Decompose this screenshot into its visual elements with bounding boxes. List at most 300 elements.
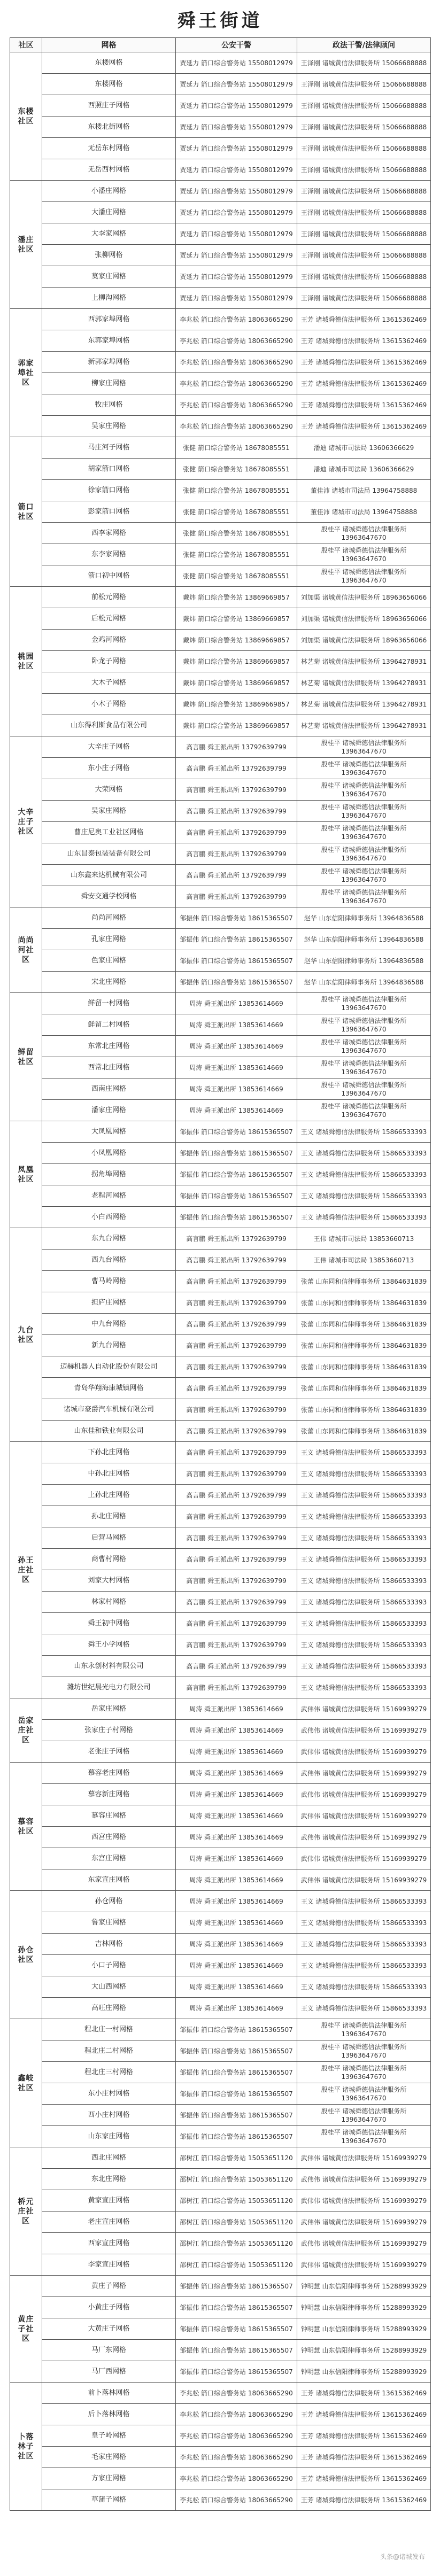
- community-cell: 鑫岐 社区: [10, 2019, 42, 2147]
- legal-cell: 殷桂平 诸城舜德信法律服务所 13963647670: [297, 801, 431, 822]
- legal-cell: 王泽刚 诸城黄信法律服务所 15066688888: [297, 74, 431, 95]
- legal-cell: 殷桂平 诸城舜德信法律服务所 13963647670: [297, 1078, 431, 1100]
- police-cell: 李兆松 箭口综合警务站 18063665290: [176, 330, 297, 352]
- community-cell: 潘庄 社区: [10, 181, 42, 309]
- grid-cell: 张柳网格: [42, 245, 176, 266]
- legal-cell: 赵华 山东信阳律师事务所 13964836588: [297, 907, 431, 929]
- grid-cell: 鲜留二村网格: [42, 1014, 176, 1036]
- legal-cell: 殷桂平 诸城舜德信法律服务所 13963647670: [297, 886, 431, 907]
- table-row: [10, 1763, 431, 1784]
- police-cell: 周涛 舜王派出所 13853614669: [176, 1934, 297, 1955]
- police-cell: 周涛 舜王派出所 13853614669: [176, 1784, 297, 1805]
- table-row: [10, 1934, 431, 1955]
- grid-cell: 山东永创材料有限公司: [42, 1656, 176, 1677]
- grid-cell: 东郭家埠网格: [42, 330, 176, 352]
- legal-cell: 董佳沛 诸城市司法局 13964758888: [297, 480, 431, 501]
- police-cell: 张健 箭口综合警务站 18678085551: [176, 501, 297, 523]
- grid-cell: 黄庄子网格: [42, 2276, 176, 2297]
- legal-cell: 张蕾 山东同和信律师事务所 13864631839: [297, 1335, 431, 1356]
- police-cell: 李兆松 箭口综合警务站 18063665290: [176, 416, 297, 437]
- header-grid: 网格: [42, 38, 176, 52]
- grid-cell: 东家宣庄网格: [42, 1869, 176, 1891]
- grid-cell: 东小庄子网格: [42, 758, 176, 779]
- legal-cell: 王义 诸城舜德信法律服务所 15866533393: [297, 1506, 431, 1527]
- legal-cell: 赵华 山东信阳律师事务所 13964836588: [297, 950, 431, 972]
- grid-cell: 下孙北庄网格: [42, 1442, 176, 1463]
- table-row: [10, 2169, 431, 2190]
- police-cell: 高言鹏 舜王派出所 13792639799: [176, 736, 297, 758]
- grid-cell: 宋北庄网格: [42, 972, 176, 993]
- legal-cell: 王义 诸城舜德信法律服务所 15866533393: [297, 1934, 431, 1955]
- community-cell: 岳家 庄社 区: [10, 1698, 42, 1763]
- police-cell: 李兆松 箭口综合警务站 18063665290: [176, 2383, 297, 2404]
- police-cell: 戴炜 箭口综合警务站 13869669857: [176, 630, 297, 651]
- grid-cell: 程北庄二村网格: [42, 2040, 176, 2062]
- table-row: [10, 1057, 431, 1078]
- police-cell: 邹振伟 箭口综合警务站 18615365507: [176, 2297, 297, 2318]
- police-cell: 贾延力 箭口综合警务站 15508012979: [176, 138, 297, 159]
- community-cell: 凤凰 社区: [10, 1121, 42, 1228]
- table-row: [10, 288, 431, 309]
- police-cell: 邹振伟 箭口综合警务站 18615365507: [176, 2062, 297, 2083]
- police-cell: 周涛 舜王派出所 13853614669: [176, 1912, 297, 1934]
- police-cell: 贾延力 箭口综合警务站 15508012979: [176, 245, 297, 266]
- legal-cell: 王泽刚 诸城黄信法律服务所 15066688888: [297, 202, 431, 223]
- legal-cell: 王芳 诸城舜德信法律服务所 13615362469: [297, 330, 431, 352]
- grid-cell: 大黄庄子网格: [42, 2318, 176, 2340]
- table-row: [10, 1121, 431, 1143]
- community-cell: 孙王 庄社 区: [10, 1442, 42, 1698]
- police-cell: 周涛 舜王派出所 13853614669: [176, 993, 297, 1014]
- police-cell: 戴炜 箭口综合警务站 13869669857: [176, 651, 297, 672]
- police-cell: 贾延力 箭口综合警务站 15508012979: [176, 74, 297, 95]
- legal-cell: 王泽刚 诸城黄信法律服务所 15066688888: [297, 181, 431, 202]
- table-row: [10, 2212, 431, 2233]
- table-row: [10, 117, 431, 138]
- police-cell: 周涛 舜王派出所 13853614669: [176, 1698, 297, 1720]
- grid-cell: 东楼北街网格: [42, 117, 176, 138]
- legal-cell: 王义 诸城舜德信法律服务所 15866533393: [297, 1891, 431, 1912]
- legal-cell: 殷桂平 诸城舜德信法律服务所 13963647670: [297, 544, 431, 565]
- grid-cell: 吴家庄网格: [42, 416, 176, 437]
- grid-cell: 中九台网格: [42, 1314, 176, 1335]
- legal-cell: 武伟伟 诸城黄信法律服务所 15169939279: [297, 1720, 431, 1741]
- table-row: [10, 2254, 431, 2276]
- legal-cell: 钟明慧 山东信阳律师事务所 15288993929: [297, 2297, 431, 2318]
- police-cell: 周涛 舜王派出所 13853614669: [176, 1720, 297, 1741]
- watermark: 头条@诸城发布: [380, 2553, 425, 2561]
- table-row: [10, 907, 431, 929]
- table-row: [10, 1784, 431, 1805]
- legal-cell: 殷桂平 诸城舜德信法律服务所 13963647670: [297, 865, 431, 886]
- police-cell: 邵树江 箭口综合警务站 15053651120: [176, 2190, 297, 2212]
- table-row: [10, 672, 431, 694]
- police-cell: 高言鹏 舜王派出所 13792639799: [176, 1356, 297, 1378]
- police-cell: 邹振伟 箭口综合警务站 18615365507: [176, 1143, 297, 1164]
- grid-cell: 上柳沟网格: [42, 288, 176, 309]
- police-cell: 李兆松 箭口综合警务站 18063665290: [176, 2468, 297, 2489]
- grid-cell: 胡家箭口网格: [42, 459, 176, 480]
- police-cell: 周涛 舜王派出所 13853614669: [176, 1014, 297, 1036]
- grid-cell: 西李家网格: [42, 523, 176, 544]
- grid-cell: 方家庄网格: [42, 2468, 176, 2489]
- legal-cell: 钟明慧 山东信阳律师事务所 15288993929: [297, 2276, 431, 2297]
- grid-cell: 老张庄子网格: [42, 1741, 176, 1763]
- grid-cell: 吉林网格: [42, 1934, 176, 1955]
- table-row: [10, 2276, 431, 2297]
- grid-cell: 程北庄三村网格: [42, 2062, 176, 2083]
- table-row: [10, 52, 431, 74]
- police-cell: 李兆松 箭口综合警务站 18063665290: [176, 2425, 297, 2447]
- grid-cell: 东北庄网格: [42, 2169, 176, 2190]
- legal-cell: 武伟伟 诸城黄信法律服务所 15169939279: [297, 1784, 431, 1805]
- legal-cell: 武伟伟 诸城黄信法律服务所 15169939279: [297, 2212, 431, 2233]
- legal-cell: 王义 诸城舜德信法律服务所 15866533393: [297, 1442, 431, 1463]
- grid-cell: 东李家网格: [42, 544, 176, 565]
- legal-cell: 王义 诸城舜德信法律服务所 15866533393: [297, 1121, 431, 1143]
- community-cell: 箭口 社区: [10, 437, 42, 587]
- table-row: [10, 993, 431, 1014]
- legal-cell: 殷桂平 诸城舜德信法律服务所 13963647670: [297, 1100, 431, 1121]
- police-cell: 邵树江 箭口综合警务站 15053651120: [176, 2233, 297, 2254]
- table-row: [10, 1463, 431, 1485]
- table-row: [10, 2468, 431, 2489]
- police-cell: 高言鹏 舜王派出所 13792639799: [176, 822, 297, 843]
- table-row: [10, 2489, 431, 2511]
- police-cell: 周涛 舜王派出所 13853614669: [176, 1827, 297, 1848]
- table-row: [10, 1014, 431, 1036]
- grid-cell: 后松元网格: [42, 608, 176, 630]
- police-cell: 高言鹏 舜王派出所 13792639799: [176, 1399, 297, 1421]
- table-row: [10, 1527, 431, 1549]
- grid-cell: 岳家庄网格: [42, 1698, 176, 1720]
- police-cell: 贾延力 箭口综合警务站 15508012979: [176, 95, 297, 117]
- table-row: [10, 694, 431, 715]
- table-row: [10, 1912, 431, 1934]
- grid-cell: 东宫庄网格: [42, 1848, 176, 1869]
- grid-cell: 西照庄子网格: [42, 95, 176, 117]
- table-row: [10, 2233, 431, 2254]
- legal-cell: 殷桂平 诸城舜德信法律服务所 13963647670: [297, 779, 431, 801]
- legal-cell: 王义 诸城舜德信法律服务所 15866533393: [297, 1164, 431, 1185]
- table-header-row: [10, 38, 431, 52]
- grid-cell: 山东鑫来达机械有限公司: [42, 865, 176, 886]
- table-row: [10, 1592, 431, 1613]
- table-row: [10, 1378, 431, 1399]
- table-row: [10, 950, 431, 972]
- legal-cell: 武伟伟 诸城黄信法律服务所 15169939279: [297, 2254, 431, 2276]
- grid-cell: 山东家庄网格: [42, 2126, 176, 2147]
- police-cell: 周涛 舜王派出所 13853614669: [176, 1955, 297, 1976]
- legal-cell: 武伟伟 诸城黄信法律服务所 15169939279: [297, 1698, 431, 1720]
- police-cell: 高言鹏 舜王派出所 13792639799: [176, 1335, 297, 1356]
- legal-cell: 张蕾 山东同和信律师事务所 13864631839: [297, 1421, 431, 1442]
- table-row: [10, 1805, 431, 1827]
- table-row: [10, 2425, 431, 2447]
- table-row: [10, 330, 431, 352]
- table-row: [10, 2447, 431, 2468]
- grid-cell: 前卜落林网格: [42, 2383, 176, 2404]
- grid-cell: 张家庄子村网格: [42, 1720, 176, 1741]
- police-cell: 邹振伟 箭口综合警务站 18615365507: [176, 2040, 297, 2062]
- legal-cell: 张蕾 山东同和信律师事务所 13864631839: [297, 1378, 431, 1399]
- legal-cell: 王泽刚 诸城黄信法律服务所 15066688888: [297, 117, 431, 138]
- police-cell: 高言鹏 舜王派出所 13792639799: [176, 865, 297, 886]
- legal-cell: 钟明慧 山东信阳律师事务所 15288993929: [297, 2318, 431, 2340]
- table-row: [10, 523, 431, 544]
- legal-cell: 张蕾 山东同和信律师事务所 13864631839: [297, 1399, 431, 1421]
- legal-cell: 王芳 诸城舜德信法律服务所 13615362469: [297, 2468, 431, 2489]
- legal-cell: 王芳 诸城舜德信法律服务所 13615362469: [297, 309, 431, 330]
- table-row: [10, 223, 431, 245]
- legal-cell: 张蕾 山东同和信律师事务所 13864631839: [297, 1271, 431, 1292]
- legal-cell: 王义 诸城舜德信法律服务所 15866533393: [297, 1998, 431, 2019]
- police-cell: 邹振伟 箭口综合警务站 18615365507: [176, 1164, 297, 1185]
- legal-cell: 张蕾 山东同和信律师事务所 13864631839: [297, 1356, 431, 1378]
- police-cell: 高言鹏 舜王派出所 13792639799: [176, 1549, 297, 1570]
- police-cell: 李兆松 箭口综合警务站 18063665290: [176, 2489, 297, 2511]
- police-cell: 周涛 舜王派出所 13853614669: [176, 1100, 297, 1121]
- grid-cell: 小口子网格: [42, 1955, 176, 1976]
- grid-cell: 后营马网格: [42, 1527, 176, 1549]
- page-title: 舜王街道: [177, 10, 263, 32]
- table-row: [10, 651, 431, 672]
- table-body: [10, 52, 431, 2511]
- legal-cell: 林艺菊 诸城黄信法律服务所 13964278931: [297, 694, 431, 715]
- table-row: [10, 309, 431, 330]
- police-cell: 邹振伟 箭口综合警务站 18615365507: [176, 2340, 297, 2361]
- grid-cell: 拐角埠网格: [42, 1164, 176, 1185]
- table-row: [10, 1698, 431, 1720]
- grid-cell: 小白西网格: [42, 1207, 176, 1228]
- police-cell: 高言鹏 舜王派出所 13792639799: [176, 1292, 297, 1314]
- police-cell: 贾延力 箭口综合警务站 15508012979: [176, 266, 297, 288]
- police-cell: 邵树江 箭口综合警务站 15053651120: [176, 2254, 297, 2276]
- table-row: [10, 1827, 431, 1848]
- legal-cell: 殷桂平 诸城舜德信法律服务所 13963647670: [297, 758, 431, 779]
- grid-cell: 老程河网格: [42, 1185, 176, 1207]
- legal-cell: 王芳 诸城舜德信法律服务所 13615362469: [297, 2404, 431, 2425]
- grid-cell: 舜王小学网格: [42, 1634, 176, 1656]
- grid-cell: 上孙北庄网格: [42, 1485, 176, 1506]
- grid-cell: 西郭家埠网格: [42, 309, 176, 330]
- grid-cell: 李家宣庄网格: [42, 2254, 176, 2276]
- grid-cell: 林家村网格: [42, 1592, 176, 1613]
- police-cell: 周涛 舜王派出所 13853614669: [176, 1805, 297, 1827]
- table-row: [10, 1869, 431, 1891]
- legal-cell: 林艺菊 诸城黄信法律服务所 13964278931: [297, 651, 431, 672]
- legal-cell: 王义 诸城舜德信法律服务所 15866533393: [297, 1207, 431, 1228]
- legal-cell: 王芳 诸城舜德信法律服务所 13615362469: [297, 2489, 431, 2511]
- table-row: [10, 159, 431, 181]
- legal-cell: 殷桂平 诸城舜德信法律服务所 13963647670: [297, 736, 431, 758]
- grid-cell: 曹马岭网格: [42, 1271, 176, 1292]
- grid-cell: 后卜落林网格: [42, 2404, 176, 2425]
- legal-cell: 王义 诸城舜德信法律服务所 15866533393: [297, 1143, 431, 1164]
- grid-cell: 山东得利斯食品有限公司: [42, 715, 176, 736]
- table-row: [10, 2318, 431, 2340]
- legal-cell: 王义 诸城舜德信法律服务所 15866533393: [297, 1592, 431, 1613]
- police-cell: 李兆松 箭口综合警务站 18063665290: [176, 309, 297, 330]
- police-cell: 贾延力 箭口综合警务站 15508012979: [176, 117, 297, 138]
- table-row: [10, 2383, 431, 2404]
- grid-cell: 老庄宣庄网格: [42, 2212, 176, 2233]
- grid-cell: 中孙北庄网格: [42, 1463, 176, 1485]
- grid-cell: 舜安交通学校网格: [42, 886, 176, 907]
- table-row: [10, 1656, 431, 1677]
- grid-cell: 小木子网格: [42, 694, 176, 715]
- police-cell: 周涛 舜王派出所 13853614669: [176, 1976, 297, 1998]
- legal-cell: 殷桂平 诸城舜德信法律服务所 13963647670: [297, 1057, 431, 1078]
- police-cell: 邹振伟 箭口综合警务站 18615365507: [176, 950, 297, 972]
- police-cell: 贾延力 箭口综合警务站 15508012979: [176, 52, 297, 74]
- table-row: [10, 2404, 431, 2425]
- legal-cell: 殷桂平 诸城舜德信法律服务所 13963647670: [297, 822, 431, 843]
- grid-cell: 山东佳和铁业有限公司: [42, 1421, 176, 1442]
- table-row: [10, 2105, 431, 2126]
- table-row: [10, 1314, 431, 1335]
- police-cell: 贾延力 箭口综合警务站 15508012979: [176, 181, 297, 202]
- police-cell: 高言鹏 舜王派出所 13792639799: [176, 886, 297, 907]
- table-row: [10, 266, 431, 288]
- police-cell: 张健 箭口综合警务站 18678085551: [176, 459, 297, 480]
- grid-cell: 慕容庄网格: [42, 1805, 176, 1827]
- legal-cell: 王义 诸城舜德信法律服务所 15866533393: [297, 1549, 431, 1570]
- table-row: [10, 2062, 431, 2083]
- police-cell: 高言鹏 舜王派出所 13792639799: [176, 1463, 297, 1485]
- police-cell: 戴炜 箭口综合警务站 13869669857: [176, 608, 297, 630]
- grid-cell: 金鸡河网格: [42, 630, 176, 651]
- table-row: [10, 2126, 431, 2147]
- table-row: [10, 2019, 431, 2040]
- grid-cell: 西九台网格: [42, 1250, 176, 1271]
- grid-cell: 大荣网格: [42, 779, 176, 801]
- police-cell: 邹振伟 箭口综合警务站 18615365507: [176, 929, 297, 950]
- table-row: [10, 1634, 431, 1656]
- table-row: [10, 394, 431, 416]
- police-cell: 邹振伟 箭口综合警务站 18615365507: [176, 2318, 297, 2340]
- grid-cell: 吴家庄网格: [42, 801, 176, 822]
- legal-cell: 王芳 诸城舜德信法律服务所 13615362469: [297, 373, 431, 394]
- police-cell: 邹振伟 箭口综合警务站 18615365507: [176, 972, 297, 993]
- table-row: [10, 1998, 431, 2019]
- table-row: [10, 2040, 431, 2062]
- police-cell: 邹振伟 箭口综合警务站 18615365507: [176, 2126, 297, 2147]
- police-cell: 周涛 舜王派出所 13853614669: [176, 1998, 297, 2019]
- grid-cell: 小潘庄网格: [42, 181, 176, 202]
- table-row: [10, 416, 431, 437]
- table-row: [10, 1036, 431, 1057]
- table-row: [10, 1506, 431, 1527]
- table-row: [10, 1485, 431, 1506]
- table-row: [10, 1207, 431, 1228]
- legal-cell: 王泽刚 诸城黄信法律服务所 15066688888: [297, 266, 431, 288]
- grid-cell: 孔家庄网格: [42, 929, 176, 950]
- grid-cell: 商曹村网格: [42, 1549, 176, 1570]
- grid-cell: 鲁家庄网格: [42, 1912, 176, 1934]
- table-row: [10, 2361, 431, 2383]
- table-row: [10, 608, 431, 630]
- grid-cell: 东常北庄网格: [42, 1036, 176, 1057]
- table-row: [10, 972, 431, 993]
- police-cell: 贾延力 箭口综合警务站 15508012979: [176, 159, 297, 181]
- legal-cell: 王义 诸城舜德信法律服务所 15866533393: [297, 1463, 431, 1485]
- police-cell: 高言鹏 舜王派出所 13792639799: [176, 779, 297, 801]
- police-cell: 邹振伟 箭口综合警务站 18615365507: [176, 2276, 297, 2297]
- table-row: [10, 74, 431, 95]
- grid-cell: 慕容老庄网格: [42, 1763, 176, 1784]
- legal-cell: 潘迪 诸城市司法局 13606366629: [297, 459, 431, 480]
- police-cell: 高言鹏 舜王派出所 13792639799: [176, 1485, 297, 1506]
- table-row: [10, 758, 431, 779]
- table-row: [10, 202, 431, 223]
- police-cell: 贾延力 箭口综合警务站 15508012979: [176, 202, 297, 223]
- police-cell: 高言鹏 舜王派出所 13792639799: [176, 1527, 297, 1549]
- legal-cell: 王义 诸城舜德信法律服务所 15866533393: [297, 1185, 431, 1207]
- grid-cell: 无岳东村网格: [42, 138, 176, 159]
- table-row: [10, 843, 431, 865]
- police-cell: 邹振伟 箭口综合警务站 18615365507: [176, 1185, 297, 1207]
- police-cell: 高言鹏 舜王派出所 13792639799: [176, 1592, 297, 1613]
- legal-cell: 武伟伟 诸城黄信法律服务所 15169939279: [297, 2233, 431, 2254]
- police-cell: 周涛 舜王派出所 13853614669: [176, 1848, 297, 1869]
- table-row: [10, 886, 431, 907]
- grid-cell: 尚尚河网格: [42, 907, 176, 929]
- police-cell: 张健 箭口综合警务站 18678085551: [176, 437, 297, 459]
- legal-cell: 张蕾 山东同和信律师事务所 13864631839: [297, 1292, 431, 1314]
- legal-cell: 王芳 诸城舜德信法律服务所 13615362469: [297, 2447, 431, 2468]
- legal-cell: 林艺菊 诸城黄信法律服务所 13964278931: [297, 672, 431, 694]
- table-row: [10, 1292, 431, 1314]
- police-cell: 高言鹏 舜王派出所 13792639799: [176, 1634, 297, 1656]
- grid-cell: 西北庄网格: [42, 2147, 176, 2169]
- table-row: [10, 929, 431, 950]
- grid-cell: 黄家宣庄网格: [42, 2190, 176, 2212]
- table-row: [10, 245, 431, 266]
- police-cell: 张健 箭口综合警务站 18678085551: [176, 565, 297, 587]
- grid-cell: 色家庄网格: [42, 950, 176, 972]
- police-cell: 戴炜 箭口综合警务站 13869669857: [176, 672, 297, 694]
- grid-cell: 担庐庄网格: [42, 1292, 176, 1314]
- legal-cell: 赵华 山东信阳律师事务所 13964836588: [297, 929, 431, 950]
- police-cell: 邹振伟 箭口综合警务站 18615365507: [176, 2361, 297, 2383]
- legal-cell: 王芳 诸城舜德信法律服务所 13615362469: [297, 352, 431, 373]
- police-cell: 李兆松 箭口综合警务站 18063665290: [176, 2447, 297, 2468]
- grid-cell: 潍坊世纪晨光电力有限公司: [42, 1677, 176, 1698]
- legal-cell: 殷桂平 诸城舜德信法律服务所 13963647670: [297, 1036, 431, 1057]
- grid-cell: 舜王初中网格: [42, 1613, 176, 1634]
- legal-cell: 武伟伟 诸城黄信法律服务所 15169939279: [297, 1741, 431, 1763]
- legal-cell: 王芳 诸城舜德信法律服务所 13615362469: [297, 2425, 431, 2447]
- table-row: [10, 1613, 431, 1634]
- grid-cell: 马厂东网格: [42, 2340, 176, 2361]
- table-row: [10, 1421, 431, 1442]
- legal-cell: 武伟伟 诸城黄信法律服务所 15169939279: [297, 1827, 431, 1848]
- community-cell: 桥元 庄社 区: [10, 2147, 42, 2276]
- table-row: [10, 1741, 431, 1763]
- table-row: [10, 1078, 431, 1100]
- police-cell: 高言鹏 舜王派出所 13792639799: [176, 1421, 297, 1442]
- legal-cell: 林艺菊 诸城黄信法律服务所 13964278931: [297, 715, 431, 736]
- police-cell: 周涛 舜王派出所 13853614669: [176, 1057, 297, 1078]
- police-cell: 李兆松 箭口综合警务站 18063665290: [176, 394, 297, 416]
- police-cell: 戴炜 箭口综合警务站 13869669857: [176, 694, 297, 715]
- grid-cell: 西宫庄网格: [42, 1827, 176, 1848]
- grid-cell: 孙仓网格: [42, 1891, 176, 1912]
- police-cell: 高言鹏 舜王派出所 13792639799: [176, 1442, 297, 1463]
- police-cell: 邹振伟 箭口综合警务站 18615365507: [176, 1207, 297, 1228]
- table-row: [10, 822, 431, 843]
